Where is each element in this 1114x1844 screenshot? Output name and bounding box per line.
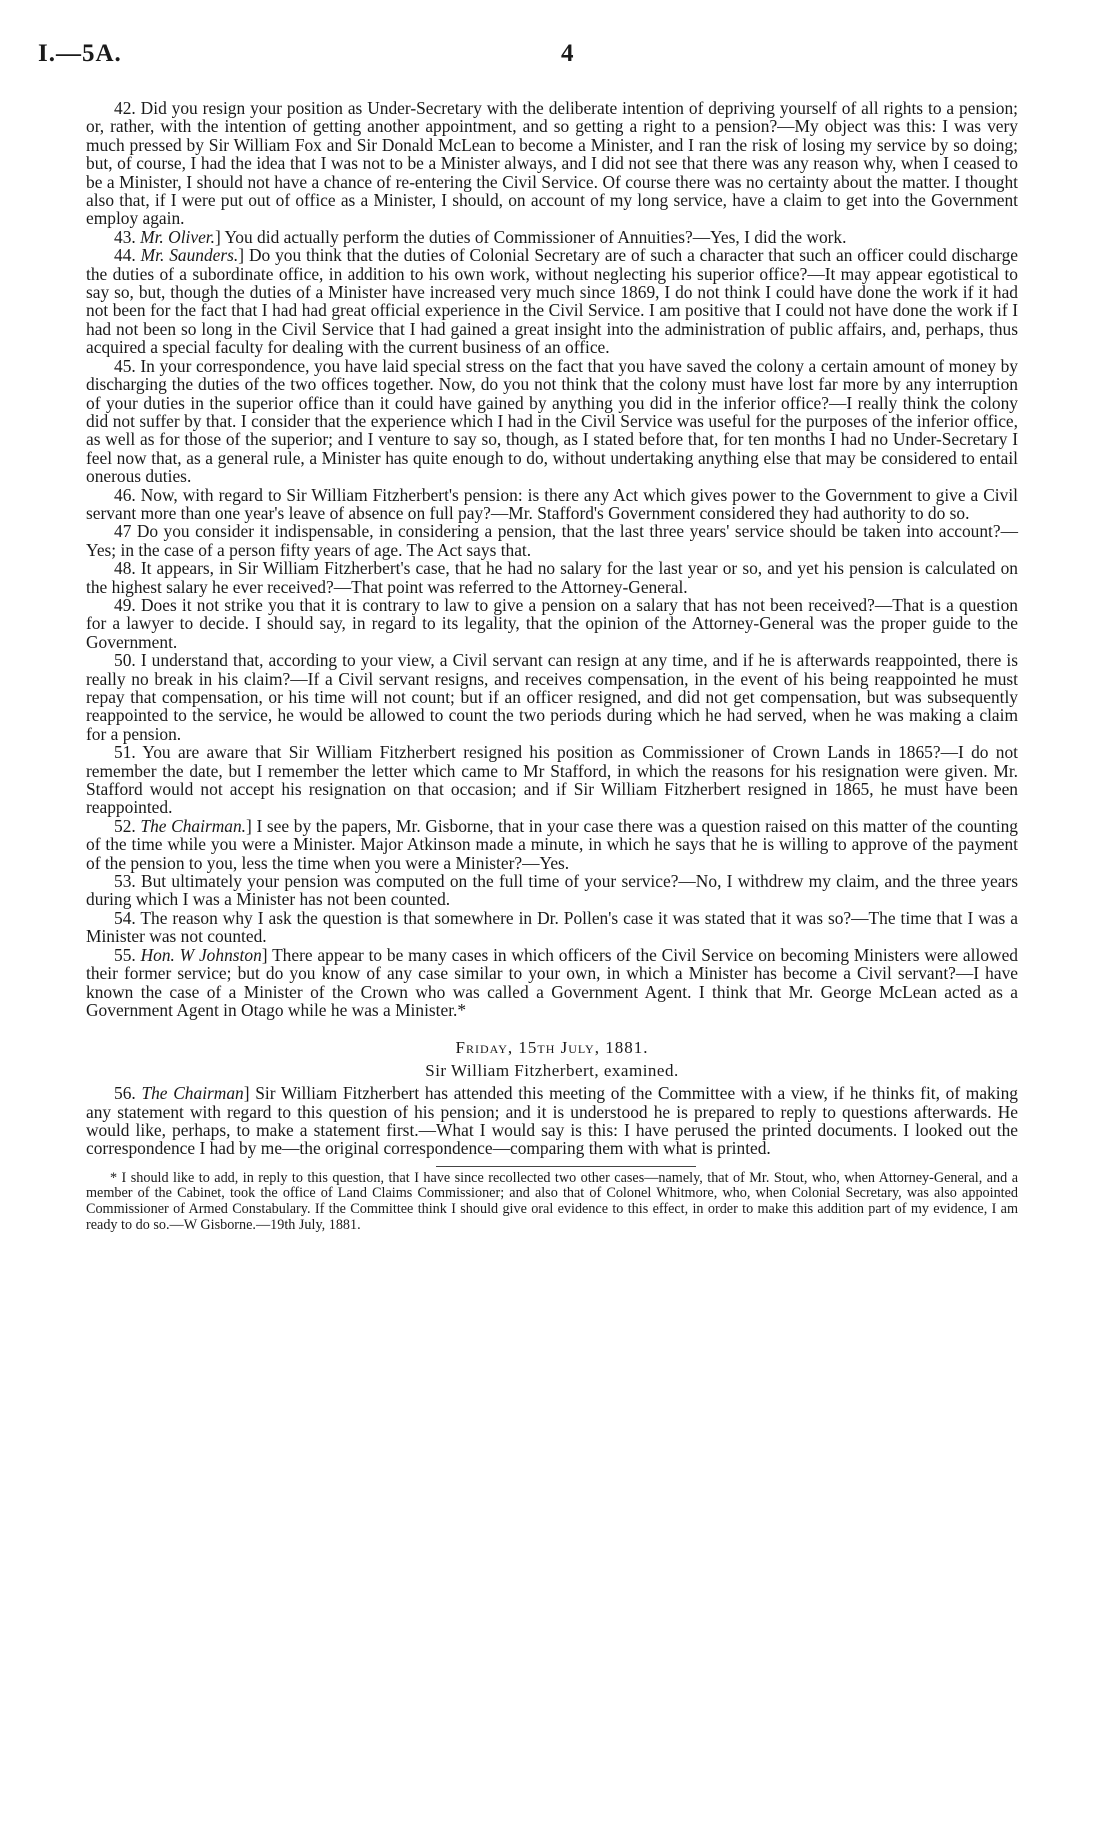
evidence-paragraph (86, 596, 1018, 651)
evidence-paragraph (86, 559, 1018, 596)
question-number: 48. (114, 558, 136, 579)
question-number: 43. (114, 226, 136, 247)
evidence-paragraph (86, 486, 1018, 523)
witness-examined: Sir William Fitzherbert, examined. (425, 1060, 679, 1080)
question-number: 50. (114, 650, 136, 671)
speaker-name: The Chairman (141, 1083, 244, 1104)
paragraph-text: I understand that, according to your view, a Civil servant can resign at any time, and if he is afterwards reappointed, there is really no break in his claim?—If a Civil servant resigns, and receives compensation, in the event of his being reappointed he must repay that compensation, or his time will not count; but if an officer resigned, and did not get compensation, but was subsequently reappointed to the service, he would be allowed to count the two periods during which he had served, when he was making a claim for a pension. (86, 650, 1018, 744)
paragraph-text: Did you resign your position as Under-Secretary with the deliberate intention of depriving yourself of all rights to a pension; or, rather, with the intention of getting another appointment, and so getting a right to a pension?—My object was this: I was very much pressed by Sir William Fox and Sir Donald McLean to become a Minister, and I ran the risk of losing my service by so doing; but, of course, I had the idea that I was not to be a Minister always, and I did not see that there was any reason why, when I ceased to be a Minister, I should not have a chance of re-entering the Civil Service. Of course there was no certainty about the matter. I thought also that, if I were put out of office as a Minister, I should, on account of my long service, have a claim to get into the Government employ again. (86, 98, 1018, 229)
evidence-paragraph (86, 357, 1018, 486)
speaker-bracket: ] (243, 1083, 250, 1104)
document-reference: I.—5A. (38, 40, 122, 67)
question-number: 47 (114, 521, 132, 542)
evidence-paragraph (86, 1084, 1018, 1158)
page-header (38, 40, 1078, 70)
paragraph-text: You are aware that Sir William Fitzherbert resigned his position as Commissioner of Crown Lands in 1865?—I do not remember the date, but I remember the letter which came to Mr Stafford, in which the reasons for his resignation were given. Mr. Stafford would not accept his resignation on that occasion; and if Sir William Fitzherbert resigned in 1865, he must have been reappointed. (86, 742, 1018, 818)
question-number: 44. (114, 245, 136, 266)
speaker-name: The Chairman. (140, 815, 247, 836)
paragraph-text: There appear to be many cases in which officers of the Civil Service on becoming Ministers were allowed their former service; but do you know of any case similar to your own, in which a Minister has become a Civil servant?—I have known the case of a Minister of the Crown who was called a Government Agent. I think that Mr. George McLean acted as a Government Agent in Otago while he was a Minister.* (86, 944, 1018, 1020)
evidence-paragraph: 52. The Chairman.] I see by the papers, Mr. Gisborne, that in your case there was a question raised on this matter of the counting of the time while you were a Minister. Major Atkinson made a minute, in which he says that he is willing to approve of the payment of the pension to you, less the time when you were a Minister?—Yes. (86, 815, 1018, 873)
page-number: 4 (561, 40, 574, 67)
evidence-paragraph (86, 99, 1018, 228)
footnote-divider (436, 1166, 696, 1167)
speaker-name: Hon. W Johnston (140, 944, 262, 965)
evidence-paragraphs (86, 99, 1018, 1019)
question-number: 52. (114, 815, 136, 836)
paragraph-text: You did actually perform the duties of Commissioner of Annuities?—Yes, I did the work. (224, 226, 847, 247)
session-date: Friday, 15th July, 1881. (455, 1038, 649, 1058)
question-number: 49. (114, 594, 136, 615)
evidence-paragraph: 55. Hon. W Johnston] There appear to be many cases in which officers of the Civil Service on becoming Ministers were allowed their former service; but do you know of any case similar to your own, in which a Minister has become a Civil servant?—I have known the case of a Minister of the Crown who was called a Government Agent. I think that Mr. George McLean acted as a Government Agent in Otago while he was a Minister.* (86, 944, 1018, 1020)
paragraph-text: In your correspondence, you have laid special stress on the fact that you have saved the colony a certain amount of money by discharging the duties of the two offices together. Now, do you not think that the colony must have lost far more by any interruption of your duties in the superior office than it could have gained by anything you did in the inferior office?—I really think the colony did not suffer by that. I consider that the experience which I had in the Civil Service was useful for the purposes of the inferior office, as well as for those of the superior; and I venture to say so, though, as I stated before that, for ten months I had no Under-Secretary I feel now that, as a general rule, a Minister has quite enough to do, without undertaking anything else that may be considered to entail onerous duties. (86, 355, 1018, 487)
paragraph-text: Sir William Fitzherbert has attended this meeting of the Committee with a view, if he thinks fit, of making any statement with regard to this question of his pension; and it is understood he is prepared to reply to questions afterwards. He would like, perhaps, to make a statement first.—What I would say is this: I have perused the printed documents. I looked out the correspondence I had by me—the original correspondence—comparing them with what is printed. (86, 1083, 1018, 1159)
question-number: 53. (114, 871, 136, 892)
question-number: 51. (114, 742, 136, 763)
paragraph-text: Do you consider it indispensable, in considering a pension, that the last three years' service should be taken into account?—Yes; in the case of a person fifty years of age. The Act says that. (86, 521, 1018, 560)
document-body (86, 99, 1018, 1233)
question-number: 42. (114, 98, 136, 118)
paragraph-text: Does it not strike you that it is contrary to law to give a pension on a salary that has not been received?—That is a question for a lawyer to decide. I should say, in regard to its legality, that the opinion of the Attorney-General was the proper guide to the Government. (86, 594, 1018, 652)
paragraph-text: Now, with regard to Sir William Fitzherbert's pension: is there any Act which gives power to the Government to give a Civil servant more than one year's leave of absence on full pay?—Mr. Stafford's Government considered they had authority to do so. (86, 484, 1019, 523)
question-number: 55. (114, 944, 136, 965)
paragraph-text: Do you think that the duties of Colonial Secretary are of such a character that such an officer could discharge the duties of a subordinate office, in addition to his own work, without neglecting his superior office?—It may appear egotistical to say so, but, though the duties of a Minister have increased very much since 1869, I do not think I could have done the work if it had not been for the fact that I had had great official experience in the Civil Service. I am positive that I could not have done the work if I had not been so long in the Civil Service that I had gained a great insight into the administration of public affairs, and, perhaps, thus acquired a special faculty for dealing with the current business of an office. (86, 245, 1018, 358)
question-number: 54. (114, 907, 136, 928)
evidence-paragraph (86, 651, 1018, 743)
evidence-paragraph: 44. Mr. Saunders.] Do you think that the duties of Colonial Secretary are of such a character that such an officer could discharge the duties of a subordinate office, in addition to his own work, without neglecting his superior office?—It may appear egotistical to say so, but, though the duties of a Minister have increased very much since 1869, I do not think I could have done the work if it had not been for the fact that I had had great official experience in the Civil Service. I am positive that I could not have done the work if I had not been so long in the Civil Service that I had gained a great insight into the administration of public affairs, and, perhaps, thus acquired a special faculty for dealing with the current business of an office. (86, 245, 1018, 358)
evidence-paragraph: 43. Mr. Oliver.] You did actually perform the duties of Commissioner of Annuities?—Yes, I did the work. (114, 226, 847, 247)
evidence-paragraph (86, 522, 1018, 559)
paragraph-text: I see by the papers, Mr. Gisborne, that in your case there was a question raised on this matter of the counting of the time while you were a Minister. Major Atkinson made a minute, in which he says that he is willing to approve of the payment of the pension to you, less the time when you were a Minister?—Yes. (86, 815, 1018, 873)
speaker-name: Mr. Oliver. (140, 226, 215, 247)
paragraph-text: But ultimately your pension was computed on the full time of your service?—No, I withdrew my claim, and the three years during which I was a Minister has not been counted. (86, 871, 1018, 910)
evidence-paragraph (86, 872, 1018, 909)
paragraph-text: It appears, in Sir William Fitzherbert's case, that he had no salary for the last year or so, and yet his pension is calculated on the highest salary he ever received?—That point was referred to the Attorney-General. (86, 558, 1018, 597)
evidence-paragraph (86, 743, 1018, 817)
question-number: 56. (114, 1083, 136, 1104)
question-number: 46. (114, 484, 136, 505)
evidence-paragraph (86, 909, 1018, 946)
speaker-name: Mr. Saunders. (140, 245, 239, 266)
footnote: * I should like to add, in reply to this question, that I have since recollected two other cases—namely, that of Mr. Stout, who, when Attorney-General, and a member of the Cabinet, took the office of Land Claims Commissioner; and also that of Colonel Whitmore, who, when Colonial Secretary, was also appointed Commissioner of Armed Constabulary. If the Committee think I should give oral evidence to this effect, in order to make this addition part of my evidence, I am ready to do so.—W Gisborne.—19th July, 1881. (86, 1169, 1018, 1233)
question-number: 45. (114, 355, 136, 376)
paragraph-text: The reason why I ask the question is that somewhere in Dr. Pollen's case it was stated that it was so?—The time that I was a Minister was not counted. (86, 907, 1018, 947)
